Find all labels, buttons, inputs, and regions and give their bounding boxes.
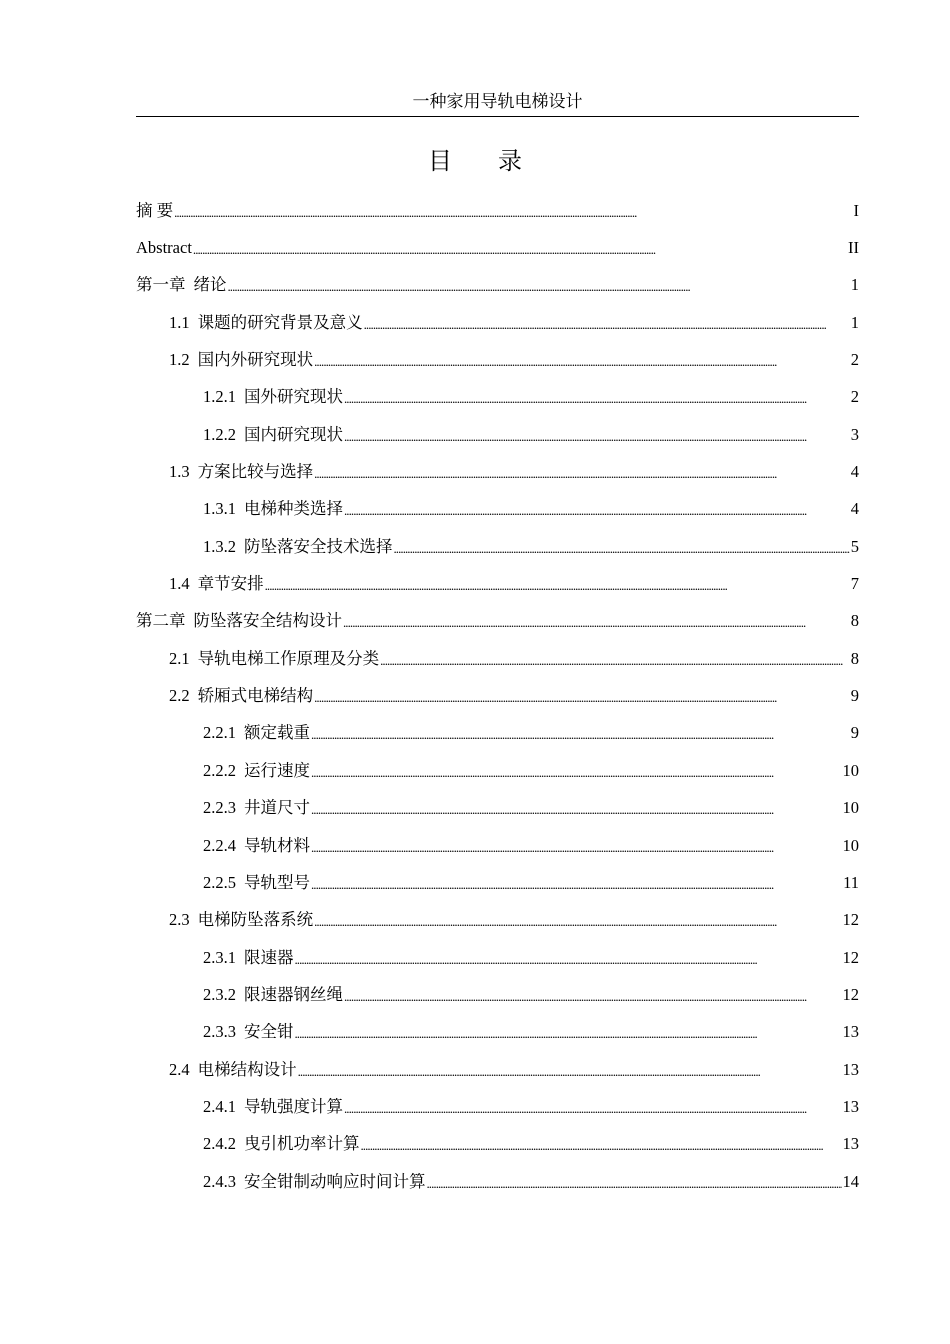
toc-entry-label [203, 1170, 426, 1194]
toc-entry-text: 电梯结构设计 [197, 1059, 297, 1079]
toc-entry-page-number: 13 [842, 1022, 859, 1042]
toc-entry[interactable] [136, 1014, 859, 1051]
toc-entry-label [136, 609, 342, 633]
toc-entry[interactable] [136, 1051, 859, 1088]
toc-entry-page-number: 4 [850, 462, 859, 482]
toc-entry-number: 2.3 [169, 910, 190, 930]
toc-entry[interactable] [136, 229, 859, 266]
toc-entry-number: 1.4 [169, 574, 190, 594]
dot-leader [314, 686, 850, 710]
toc-entry-number: 1.3.2 [203, 536, 236, 556]
toc-entry[interactable] [136, 1088, 859, 1125]
toc-entry-label [203, 834, 310, 858]
toc-entry-number: 1.3 [169, 462, 190, 482]
toc-entry-text: 防坠落安全技术选择 [244, 536, 393, 556]
toc-entry-number: 2.2.4 [203, 835, 236, 855]
toc-entry-page-number: 3 [850, 424, 859, 444]
toc-entry-page-number: 8 [850, 648, 859, 668]
toc-entry-label [203, 871, 310, 895]
toc-entry-number: 2.3.3 [203, 1022, 236, 1042]
toc-entry-label [203, 497, 343, 521]
toc-entry-label [136, 273, 227, 297]
toc-entry-number: 2.3.1 [203, 947, 236, 967]
toc-entry[interactable] [136, 304, 859, 341]
toc-entry-page-number: 1 [850, 275, 859, 295]
toc-entry-number: 2.3.2 [203, 984, 236, 1004]
toc-entry-label [169, 311, 363, 335]
toc-entry[interactable] [136, 902, 859, 939]
dot-leader [298, 1060, 842, 1084]
toc-entry-page-number: 9 [850, 723, 859, 743]
toc-entry-text: 绪论 [193, 275, 227, 295]
toc-entry-text: 课题的研究背景及意义 [197, 312, 363, 332]
toc-title-right: 录 [498, 147, 522, 175]
toc-entry-text: 安全钳 [244, 1022, 294, 1042]
toc-entry-page-number: II [848, 238, 859, 258]
toc-entry-text: 摘 要 [136, 200, 174, 220]
toc-entry-text: 国外研究现状 [244, 387, 343, 407]
toc-entry[interactable] [136, 491, 859, 528]
dot-leader [311, 798, 842, 822]
dot-leader [394, 537, 850, 561]
toc-entry-text: 导轨强度计算 [244, 1096, 343, 1116]
toc-entry-number: 2.4.2 [203, 1134, 236, 1154]
toc-entry-text: 导轨电梯工作原理及分类 [197, 648, 380, 668]
dot-leader [314, 462, 850, 486]
dot-leader [344, 425, 850, 449]
toc-entry-page-number: 9 [850, 686, 859, 706]
toc-entry[interactable] [136, 864, 859, 901]
toc-entry[interactable] [136, 715, 859, 752]
toc-entry-text: 额定载重 [244, 723, 310, 743]
toc-entry-label [169, 647, 379, 671]
toc-entry-text: 井道尺寸 [244, 798, 310, 818]
toc-entry[interactable] [136, 827, 859, 864]
dot-leader [314, 910, 841, 934]
toc-entry[interactable] [136, 603, 859, 640]
dot-leader [193, 238, 847, 262]
toc-entry-label [203, 535, 393, 559]
toc-entry-page-number: 12 [842, 984, 859, 1004]
table-of-contents [136, 192, 859, 1200]
toc-entry-page-number: 13 [842, 1096, 859, 1116]
toc-entry-page-number: 12 [842, 910, 859, 930]
toc-entry-number: 2.1 [169, 648, 190, 668]
toc-title [0, 143, 950, 179]
toc-entry-label [203, 1020, 294, 1044]
toc-entry[interactable] [136, 453, 859, 490]
toc-entry-text: 国内外研究现状 [197, 350, 314, 370]
toc-entry-label [136, 236, 192, 260]
toc-entry-text: 曳引机功率计算 [244, 1134, 360, 1154]
toc-entry-number: 1.2.2 [203, 424, 236, 444]
toc-entry-label [169, 572, 264, 596]
toc-entry-number: 2.4.3 [203, 1171, 236, 1191]
dot-leader [344, 499, 850, 523]
dot-leader [295, 1022, 842, 1046]
toc-entry[interactable] [136, 752, 859, 789]
toc-entry[interactable] [136, 416, 859, 453]
dot-leader [295, 948, 842, 972]
header-rule [136, 116, 859, 117]
toc-entry-number: 1.3.1 [203, 499, 236, 519]
toc-title-left: 目 [428, 147, 452, 175]
toc-entry-page-number: 2 [850, 387, 859, 407]
toc-entry-number: 2.2.3 [203, 798, 236, 818]
toc-entry-text: 方案比较与选择 [197, 462, 314, 482]
toc-entry[interactable] [136, 565, 859, 602]
toc-entry-label [169, 684, 313, 708]
dot-leader [380, 649, 850, 673]
dot-leader [311, 873, 842, 897]
toc-entry-number: 1.1 [169, 312, 190, 332]
toc-entry-number: 2.4 [169, 1059, 190, 1079]
toc-entry-page-number: I [853, 200, 859, 220]
dot-leader [343, 611, 850, 635]
toc-entry[interactable] [136, 1163, 859, 1200]
toc-entry-number: 2.2.2 [203, 760, 236, 780]
toc-entry[interactable] [136, 341, 859, 378]
toc-entry[interactable] [136, 192, 859, 229]
dot-leader [344, 387, 850, 411]
dot-leader [311, 761, 842, 785]
toc-entry-number: 2.2.5 [203, 872, 236, 892]
toc-entry-text: 导轨型号 [244, 872, 310, 892]
toc-entry-page-number: 2 [850, 350, 859, 370]
toc-entry-page-number: 1 [850, 312, 859, 332]
toc-entry[interactable] [136, 939, 859, 976]
toc-entry-label [203, 1095, 343, 1119]
toc-entry-page-number: 7 [850, 574, 859, 594]
toc-entry[interactable] [136, 267, 859, 304]
dot-leader [314, 350, 850, 374]
dot-leader [364, 313, 850, 337]
running-header: 一种家用导轨电梯设计 [412, 92, 583, 111]
toc-entry-label [203, 796, 310, 820]
toc-entry[interactable] [136, 790, 859, 827]
toc-entry-page-number: 13 [842, 1134, 859, 1154]
toc-entry-text: Abstract [136, 238, 192, 258]
toc-entry-number: 第一章 [136, 275, 186, 295]
dot-leader [361, 1134, 842, 1158]
dot-leader [265, 574, 850, 598]
toc-entry-page-number: 12 [842, 947, 859, 967]
toc-entry-label [136, 199, 173, 223]
toc-entry[interactable] [136, 677, 859, 714]
toc-entry-number: 2.2 [169, 686, 190, 706]
toc-entry-page-number: 13 [842, 1059, 859, 1079]
toc-entry-number: 第二章 [136, 611, 186, 631]
toc-entry-number: 1.2 [169, 350, 190, 370]
toc-entry-number: 1.2.1 [203, 387, 236, 407]
toc-entry-text: 限速器钢丝绳 [244, 984, 343, 1004]
toc-entry-label [203, 721, 310, 745]
dot-leader [228, 275, 850, 299]
toc-entry-text: 电梯防坠落系统 [197, 910, 314, 930]
toc-entry-text: 章节安排 [197, 574, 264, 594]
toc-entry-page-number: 5 [850, 536, 859, 556]
dot-leader [174, 201, 852, 225]
toc-entry[interactable] [136, 976, 859, 1013]
toc-entry-label [203, 946, 294, 970]
toc-entry-page-number: 14 [842, 1171, 859, 1191]
dot-leader [311, 836, 842, 860]
toc-entry-label [203, 1132, 360, 1156]
dot-leader [344, 985, 842, 1009]
toc-entry-text: 安全钳制动响应时间计算 [244, 1171, 426, 1191]
toc-entry-text: 导轨材料 [244, 835, 310, 855]
toc-entry-text: 防坠落安全结构设计 [193, 611, 342, 631]
toc-entry[interactable] [136, 1126, 859, 1163]
toc-entry[interactable] [136, 379, 859, 416]
toc-entry[interactable] [136, 640, 859, 677]
toc-entry-text: 电梯种类选择 [244, 499, 343, 519]
toc-entry[interactable] [136, 528, 859, 565]
toc-entry-label [203, 385, 343, 409]
toc-entry-label [169, 908, 313, 932]
toc-entry-label [169, 348, 313, 372]
toc-entry-label [169, 1058, 297, 1082]
toc-entry-label [203, 423, 343, 447]
toc-entry-text: 限速器 [244, 947, 294, 967]
toc-entry-page-number: 10 [842, 760, 859, 780]
toc-entry-page-number: 4 [850, 499, 859, 519]
toc-entry-number: 2.4.1 [203, 1096, 236, 1116]
toc-entry-label [203, 759, 310, 783]
toc-entry-label [169, 460, 313, 484]
toc-entry-page-number: 10 [842, 835, 859, 855]
toc-entry-page-number: 11 [843, 872, 859, 892]
toc-entry-page-number: 10 [842, 798, 859, 818]
dot-leader [427, 1172, 842, 1196]
dot-leader [311, 723, 850, 747]
toc-entry-page-number: 8 [850, 611, 859, 631]
dot-leader [344, 1097, 842, 1121]
toc-entry-text: 轿厢式电梯结构 [197, 686, 314, 706]
toc-entry-text: 国内研究现状 [244, 424, 343, 444]
toc-entry-label [203, 983, 343, 1007]
toc-entry-number: 2.2.1 [203, 723, 236, 743]
toc-entry-text: 运行速度 [244, 760, 310, 780]
